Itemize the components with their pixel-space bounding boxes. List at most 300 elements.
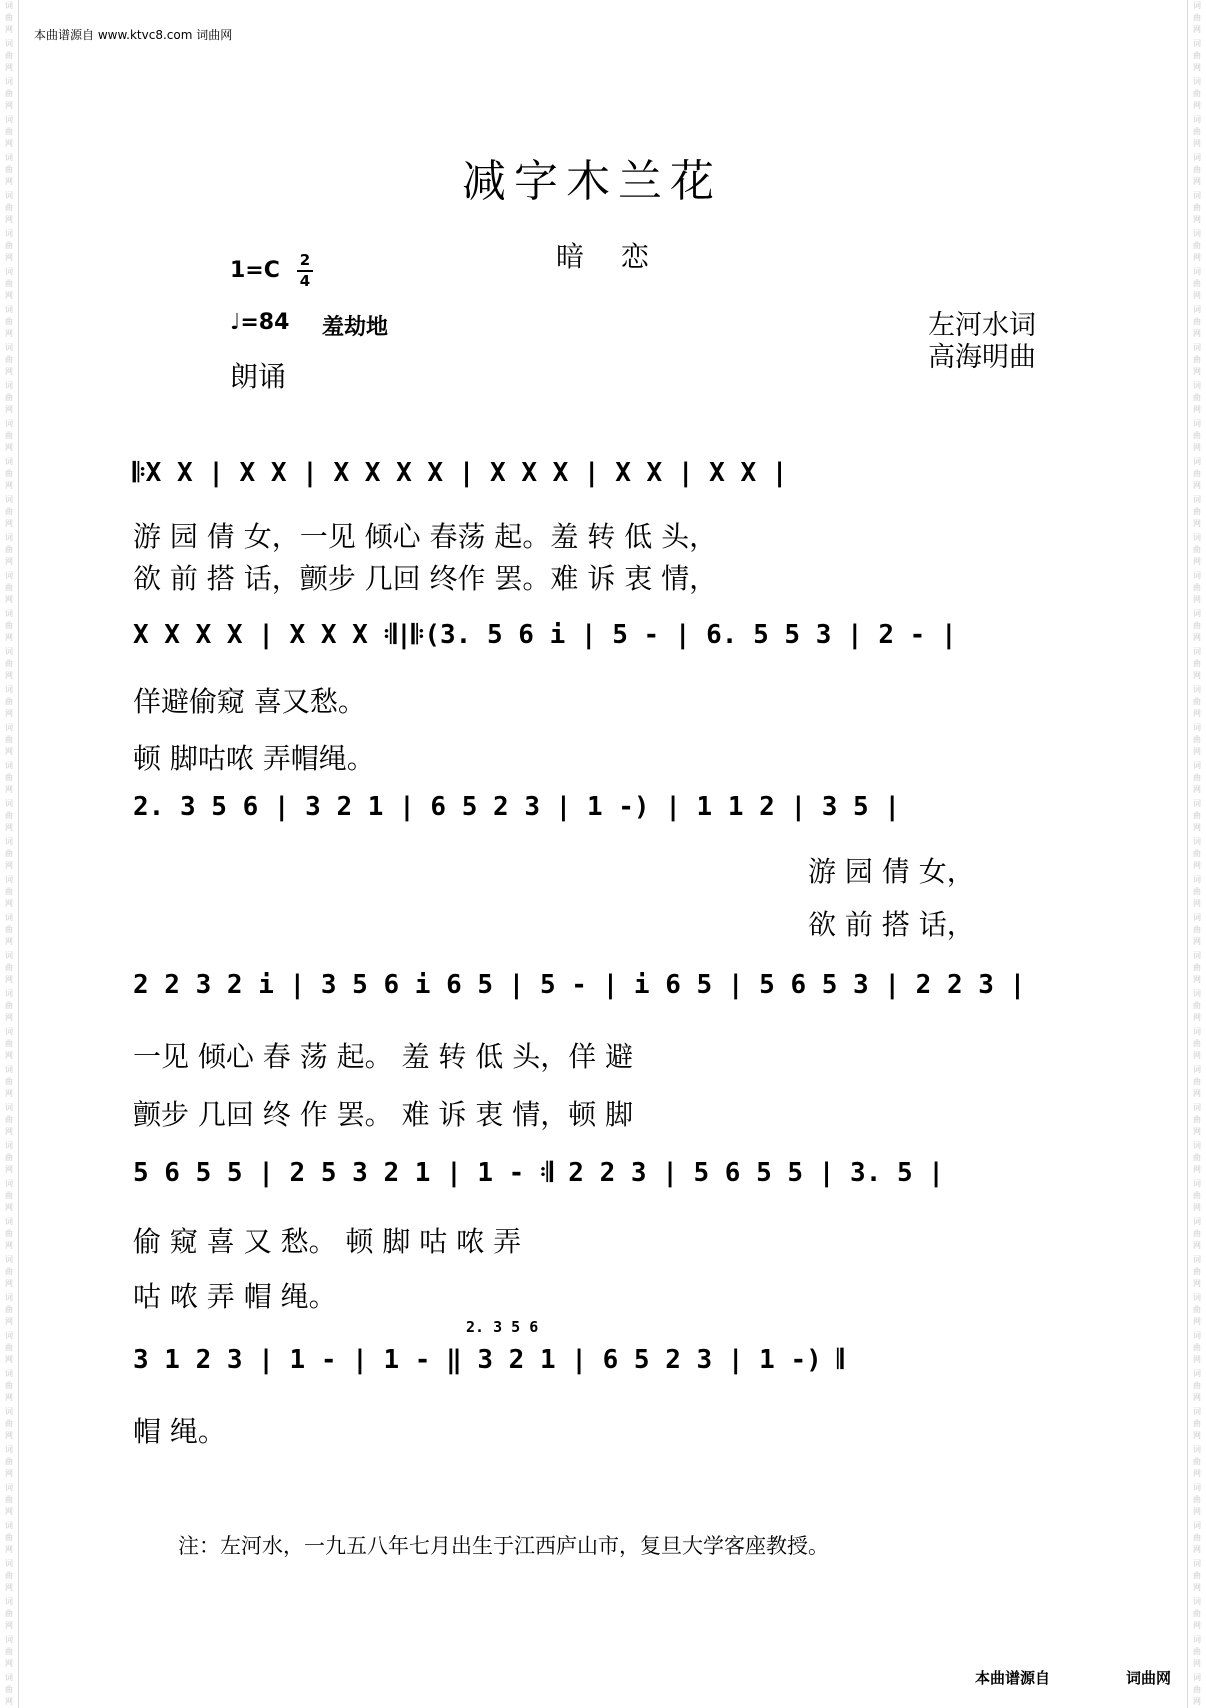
watermark-glyph: 网: [1193, 1241, 1201, 1250]
watermark-glyph: 词: [1193, 1635, 1201, 1644]
watermark-glyph-group: [1190, 1064, 1204, 1100]
watermark-glyph: 词: [1193, 419, 1201, 428]
watermark-glyph: 网: [5, 25, 13, 34]
watermark-glyph: 网: [5, 1241, 13, 1250]
watermark-glyph: 网: [5, 1203, 13, 1212]
spoken-intro-label: 朗诵: [230, 360, 287, 393]
watermark-glyph: 曲: [1193, 203, 1201, 212]
watermark-glyph: 曲: [1193, 583, 1201, 592]
watermark-glyph: 曲: [1193, 963, 1201, 972]
watermark-glyph: 曲: [1193, 51, 1201, 60]
watermark-glyph-group: [2, 114, 16, 150]
song-subtitle: 暗 恋: [556, 240, 649, 273]
watermark-glyph: 词: [5, 39, 13, 48]
watermark-glyph: 词: [1193, 609, 1201, 618]
watermark-glyph-group: [2, 1064, 16, 1100]
watermark-glyph-group: [2, 1178, 16, 1214]
watermark-glyph: 词: [1193, 685, 1201, 694]
watermark-glyph: 词: [5, 1407, 13, 1416]
watermark-glyph: 词: [1193, 1179, 1201, 1188]
watermark-glyph-group: [2, 304, 16, 340]
watermark-glyph: 词: [1193, 457, 1201, 466]
volta-bracket-label: 2. 3 5 6: [466, 1318, 539, 1336]
expression-marking: 羞劫地: [322, 315, 389, 340]
watermark-glyph-group: [2, 1292, 16, 1328]
watermark-glyph: 曲: [5, 1267, 13, 1276]
watermark-glyph: 曲: [1193, 1685, 1201, 1694]
watermark-glyph: 曲: [5, 773, 13, 782]
watermark-glyph: 词: [5, 1445, 13, 1454]
watermark-glyph: 网: [5, 1355, 13, 1364]
watermark-glyph: 曲: [1193, 1343, 1201, 1352]
watermark-glyph: 网: [1193, 253, 1201, 262]
watermark-glyph-group: [2, 1596, 16, 1632]
watermark-glyph-group: [1190, 532, 1204, 568]
watermark-glyph: 网: [1193, 1659, 1201, 1668]
watermark-glyph: 词: [1193, 1407, 1201, 1416]
watermark-glyph: 曲: [5, 51, 13, 60]
watermark-glyph: 网: [5, 1469, 13, 1478]
watermark-glyph: 曲: [1193, 1381, 1201, 1390]
watermark-glyph: 曲: [1193, 697, 1201, 706]
watermark-glyph: 词: [1193, 1065, 1201, 1074]
watermark-glyph-group: [1190, 0, 1204, 36]
watermark-glyph: 词: [1193, 1483, 1201, 1492]
watermark-glyph: 网: [1193, 557, 1201, 566]
key-signature: 1=C: [230, 258, 280, 283]
watermark-glyph: 词: [1193, 39, 1201, 48]
music-line-6: 3 1 2 3 | 1 - | 1 - ‖ 3 2 1 | 6 5 2 3 | 1 -) 𝄂: [133, 1345, 844, 1375]
watermark-glyph: 网: [1193, 785, 1201, 794]
watermark-glyph-group: [1190, 1444, 1204, 1480]
watermark-glyph: 网: [5, 291, 13, 300]
lyric-line-3a: 游 园 倩 女，: [808, 855, 975, 888]
lyric-line-5b: 咕 哝 弄 帽 绳。: [133, 1280, 337, 1313]
watermark-glyph: 曲: [5, 1039, 13, 1048]
footer-source-label: 本曲谱源自: [975, 1669, 1051, 1687]
watermark-glyph-group: [2, 418, 16, 454]
watermark-glyph: 曲: [1193, 925, 1201, 934]
watermark-glyph: 网: [5, 1507, 13, 1516]
watermark-glyph: 词: [1193, 381, 1201, 390]
music-line-4: 2 2 3 2 i | 3 5 6 i 6 5 | 5 - | i 6 5 | 5 6 5 3 | 2 2 3 |: [133, 970, 1026, 1000]
watermark-glyph: 网: [5, 1621, 13, 1630]
watermark-glyph-group: [2, 646, 16, 682]
watermark-glyph-group: [1190, 228, 1204, 264]
watermark-glyph: 词: [5, 951, 13, 960]
watermark-glyph: 词: [5, 267, 13, 276]
watermark-glyph: 词: [1193, 191, 1201, 200]
watermark-glyph: 网: [5, 633, 13, 642]
watermark-glyph-group: [2, 1520, 16, 1556]
watermark-glyph: 词: [1193, 1559, 1201, 1568]
watermark-glyph: 词: [1193, 1445, 1201, 1454]
watermark-glyph-group: [1190, 1634, 1204, 1670]
watermark-glyph-group: [2, 684, 16, 720]
watermark-glyph: 网: [5, 1659, 13, 1668]
composer-credit: 高海明曲: [928, 342, 1036, 373]
watermark-glyph: 曲: [1193, 317, 1201, 326]
watermark-glyph-group: [2, 38, 16, 74]
watermark-glyph: 网: [5, 519, 13, 528]
watermark-glyph: 网: [5, 215, 13, 224]
time-signature-bottom: 4: [299, 272, 311, 290]
watermark-glyph-group: [1190, 418, 1204, 454]
watermark-glyph: 曲: [5, 1229, 13, 1238]
watermark-glyph: 网: [1193, 63, 1201, 72]
watermark-glyph: 曲: [1193, 887, 1201, 896]
watermark-glyph: 曲: [1193, 393, 1201, 402]
watermark-glyph: 曲: [1193, 545, 1201, 554]
watermark-glyph: 网: [5, 937, 13, 946]
watermark-glyph: 网: [5, 177, 13, 186]
watermark-glyph: 曲: [5, 1077, 13, 1086]
watermark-glyph: 网: [5, 1127, 13, 1136]
watermark-glyph: 曲: [5, 203, 13, 212]
watermark-glyph: 词: [5, 1559, 13, 1568]
watermark-glyph: 词: [5, 1369, 13, 1378]
lyric-line-6: 帽 绳。: [133, 1415, 226, 1448]
watermark-glyph-group: [2, 190, 16, 226]
watermark-glyph: 词: [5, 191, 13, 200]
time-signature-top: 2: [299, 251, 311, 269]
watermark-glyph-group: [1190, 114, 1204, 150]
watermark-glyph: 词: [1193, 761, 1201, 770]
watermark-glyph: 词: [1193, 153, 1201, 162]
watermark-glyph: 网: [1193, 177, 1201, 186]
watermark-glyph: 词: [5, 571, 13, 580]
watermark-glyph: 词: [1193, 913, 1201, 922]
watermark-glyph-group: [2, 456, 16, 492]
music-line-3: 2. 3 5 6 | 3 2 1 | 6 5 2 3 | 1 -) | 1 1 2 | 3 5 |: [133, 792, 901, 822]
watermark-glyph: 网: [1193, 595, 1201, 604]
watermark-glyph: 词: [1193, 799, 1201, 808]
watermark-glyph: 网: [5, 557, 13, 566]
watermark-glyph-group: [2, 1254, 16, 1290]
watermark-glyph: 曲: [1193, 735, 1201, 744]
source-line: 本曲谱源自 www.ktvc8.com 词曲网: [34, 28, 233, 42]
lyric-line-1a: 游 园 倩 女，一见 倾心 春荡 起。羞 转 低 头，: [133, 520, 718, 553]
watermark-glyph-group: [1190, 38, 1204, 74]
watermark-glyph: 词: [5, 685, 13, 694]
watermark-glyph: 曲: [5, 127, 13, 136]
watermark-glyph: 词: [1193, 77, 1201, 86]
watermark-glyph-group: [1190, 1558, 1204, 1594]
watermark-glyph-group: [2, 152, 16, 188]
watermark-glyph: 曲: [1193, 1419, 1201, 1428]
watermark-glyph: 词: [5, 229, 13, 238]
watermark-glyph: 曲: [1193, 13, 1201, 22]
watermark-glyph-group: [1190, 798, 1204, 834]
watermark-glyph: 曲: [1193, 1001, 1201, 1010]
watermark-glyph: 词: [5, 647, 13, 656]
watermark-glyph: 网: [1193, 139, 1201, 148]
watermark-glyph: 词: [1193, 837, 1201, 846]
watermark-glyph: 曲: [1193, 1077, 1201, 1086]
watermark-glyph: 曲: [1193, 849, 1201, 858]
watermark-glyph: 网: [5, 671, 13, 680]
watermark-glyph: 曲: [5, 925, 13, 934]
watermark-glyph: 网: [5, 861, 13, 870]
watermark-glyph: 网: [1193, 481, 1201, 490]
watermark-glyph-group: [1190, 1026, 1204, 1062]
watermark-glyph-group: [2, 1140, 16, 1176]
watermark-glyph-group: [1190, 380, 1204, 416]
watermark-glyph: 曲: [1193, 1609, 1201, 1618]
watermark-glyph-group: [2, 380, 16, 416]
watermark-glyph: 曲: [1193, 1571, 1201, 1580]
watermark-glyph: 词: [5, 1293, 13, 1302]
watermark-glyph: 网: [1193, 405, 1201, 414]
watermark-glyph: 曲: [5, 1457, 13, 1466]
watermark-glyph: 网: [1193, 291, 1201, 300]
watermark-glyph: 词: [5, 1483, 13, 1492]
watermark-glyph: 曲: [1193, 621, 1201, 630]
watermark-glyph: 曲: [5, 1571, 13, 1580]
watermark-glyph: 词: [5, 1141, 13, 1150]
watermark-glyph: 词: [1193, 1217, 1201, 1226]
watermark-glyph: 曲: [5, 241, 13, 250]
watermark-glyph: 曲: [5, 507, 13, 516]
watermark-glyph-group: [1190, 1520, 1204, 1556]
watermark-glyph: 词: [1193, 989, 1201, 998]
watermark-glyph: 曲: [1193, 1647, 1201, 1656]
watermark-glyph-group: [1190, 152, 1204, 188]
watermark-glyph: 曲: [5, 659, 13, 668]
watermark-glyph: 词: [1193, 647, 1201, 656]
watermark-glyph: 曲: [5, 355, 13, 364]
watermark-glyph: 网: [5, 1393, 13, 1402]
watermark-glyph: 曲: [5, 811, 13, 820]
watermark-glyph: 词: [5, 1179, 13, 1188]
watermark-glyph: 曲: [5, 1191, 13, 1200]
watermark-glyph: 曲: [1193, 89, 1201, 98]
watermark-glyph-group: [2, 266, 16, 302]
watermark-glyph: 词: [5, 1597, 13, 1606]
watermark-glyph: 网: [1193, 1279, 1201, 1288]
tempo-marking: ♩=84: [230, 310, 290, 335]
watermark-glyph: 曲: [1193, 241, 1201, 250]
watermark-glyph-group: [2, 608, 16, 644]
watermark-glyph: 曲: [5, 89, 13, 98]
watermark-glyph: 词: [1193, 305, 1201, 314]
watermark-glyph: 网: [5, 481, 13, 490]
watermark-glyph: 网: [5, 1089, 13, 1098]
watermark-glyph: 曲: [5, 583, 13, 592]
watermark-glyph: 词: [1193, 1255, 1201, 1264]
watermark-glyph: 网: [1193, 1621, 1201, 1630]
watermark-glyph: 网: [5, 101, 13, 110]
watermark-glyph: 网: [1193, 823, 1201, 832]
watermark-glyph: 网: [5, 747, 13, 756]
watermark-glyph: 词: [1193, 1597, 1201, 1606]
watermark-glyph-group: [1190, 1672, 1204, 1708]
watermark-glyph: 词: [5, 1103, 13, 1112]
watermark-glyph: 词: [1193, 951, 1201, 960]
watermark-glyph-group: [1190, 570, 1204, 606]
watermark-glyph: 曲: [5, 621, 13, 630]
watermark-glyph-group: [1190, 190, 1204, 226]
watermark-glyph: 网: [5, 63, 13, 72]
watermark-glyph: 网: [1193, 1545, 1201, 1554]
watermark-glyph: 曲: [5, 279, 13, 288]
watermark-glyph: 网: [5, 1697, 13, 1706]
watermark-glyph: 词: [5, 1217, 13, 1226]
watermark-glyph: 网: [5, 1545, 13, 1554]
watermark-glyph: 词: [5, 609, 13, 618]
watermark-glyph: 曲: [1193, 1153, 1201, 1162]
watermark-glyph-group: [2, 874, 16, 910]
watermark-glyph-group: [2, 0, 16, 36]
watermark-glyph: 词: [5, 457, 13, 466]
watermark-glyph-group: [1190, 950, 1204, 986]
credits: [928, 310, 1036, 374]
watermark-glyph-group: [2, 760, 16, 796]
watermark-glyph: 网: [1193, 367, 1201, 376]
watermark-glyph: 曲: [5, 887, 13, 896]
watermark-glyph: 曲: [5, 13, 13, 22]
watermark-glyph: 词: [5, 1255, 13, 1264]
watermark-glyph: 网: [5, 1431, 13, 1440]
watermark-glyph: 网: [5, 443, 13, 452]
watermark-glyph-group: [2, 1444, 16, 1480]
watermark-glyph: 词: [5, 495, 13, 504]
watermark-glyph: 网: [5, 367, 13, 376]
watermark-glyph: 词: [1193, 1521, 1201, 1530]
watermark-glyph: 网: [1193, 1203, 1201, 1212]
watermark-glyph: 曲: [1193, 1457, 1201, 1466]
watermark-glyph-group: [2, 1672, 16, 1708]
watermark-glyph: 词: [5, 77, 13, 86]
watermark-glyph: 曲: [5, 735, 13, 744]
watermark-glyph: 词: [5, 343, 13, 352]
music-line-2: X X X X | X X X 𝄇|𝄆(3. 5 6 i | 5 - | 6. 5 5 3 | 2 - |: [133, 620, 957, 650]
right-watermark-strip: [1190, 0, 1204, 1708]
watermark-glyph-group: [1190, 1406, 1204, 1442]
watermark-glyph: 词: [1193, 115, 1201, 124]
watermark-glyph-group: [1190, 1482, 1204, 1518]
watermark-glyph: 网: [5, 1051, 13, 1060]
watermark-glyph: 曲: [5, 697, 13, 706]
watermark-glyph: 词: [1193, 533, 1201, 542]
watermark-glyph: 曲: [1193, 1115, 1201, 1124]
watermark-glyph: 网: [5, 1165, 13, 1174]
watermark-glyph-group: [2, 494, 16, 530]
watermark-glyph: 曲: [1193, 507, 1201, 516]
watermark-glyph: 曲: [1193, 1533, 1201, 1542]
watermark-glyph: 词: [1193, 1027, 1201, 1036]
watermark-glyph: 词: [1193, 1103, 1201, 1112]
lyric-line-5a: 偷 窥 喜 又 愁。 顿 脚 咕 哝 弄: [133, 1225, 522, 1258]
watermark-glyph: 网: [1193, 937, 1201, 946]
watermark-glyph: 网: [1193, 519, 1201, 528]
watermark-glyph: 词: [1193, 343, 1201, 352]
watermark-glyph: 词: [1193, 1141, 1201, 1150]
watermark-glyph: 词: [5, 305, 13, 314]
watermark-glyph-group: [1190, 1368, 1204, 1404]
watermark-glyph-group: [1190, 456, 1204, 492]
watermark-glyph: 词: [5, 913, 13, 922]
watermark-glyph-group: [1190, 266, 1204, 302]
watermark-glyph-group: [1190, 1140, 1204, 1176]
watermark-glyph: 网: [5, 1013, 13, 1022]
watermark-glyph: 曲: [1193, 1229, 1201, 1238]
watermark-glyph: 网: [1193, 633, 1201, 642]
watermark-glyph: 词: [5, 1673, 13, 1682]
watermark-glyph-group: [2, 1482, 16, 1518]
footer-site-name: 词曲网: [1126, 1669, 1172, 1687]
watermark-glyph: 网: [1193, 1317, 1201, 1326]
left-margin-line: [18, 0, 19, 1708]
watermark-glyph: 网: [1193, 101, 1201, 110]
watermark-glyph: 网: [1193, 1393, 1201, 1402]
watermark-glyph: 网: [5, 405, 13, 414]
watermark-glyph: 网: [5, 709, 13, 718]
watermark-glyph: 曲: [1193, 469, 1201, 478]
watermark-glyph: 曲: [5, 1609, 13, 1618]
watermark-glyph-group: [1190, 1330, 1204, 1366]
watermark-glyph-group: [2, 228, 16, 264]
watermark-glyph: 网: [1193, 1469, 1201, 1478]
watermark-glyph: 网: [1193, 709, 1201, 718]
watermark-glyph-group: [2, 912, 16, 948]
watermark-glyph: 曲: [5, 1419, 13, 1428]
watermark-glyph-group: [1190, 1254, 1204, 1290]
watermark-glyph: 曲: [5, 1115, 13, 1124]
watermark-glyph: 曲: [1193, 431, 1201, 440]
watermark-glyph: 词: [1193, 229, 1201, 238]
music-line-1: 𝄆X X | X X | X X X X | X X X | X X | X X |: [133, 458, 788, 488]
watermark-glyph: 曲: [5, 1153, 13, 1162]
watermark-glyph: 曲: [5, 1533, 13, 1542]
watermark-glyph-group: [1190, 684, 1204, 720]
watermark-glyph-group: [2, 570, 16, 606]
watermark-glyph: 网: [5, 1279, 13, 1288]
left-watermark-strip: [2, 0, 16, 1708]
watermark-glyph-group: [2, 1102, 16, 1138]
watermark-glyph: 曲: [5, 469, 13, 478]
watermark-glyph: 网: [1193, 1013, 1201, 1022]
watermark-glyph: 曲: [5, 849, 13, 858]
watermark-glyph: 曲: [1193, 1267, 1201, 1276]
watermark-glyph: 网: [1193, 1051, 1201, 1060]
watermark-glyph: 曲: [1193, 165, 1201, 174]
watermark-glyph: 词: [1193, 1331, 1201, 1340]
watermark-glyph: 曲: [1193, 279, 1201, 288]
watermark-glyph: 词: [5, 1331, 13, 1340]
watermark-glyph: 词: [5, 1, 13, 10]
lyricist-credit: 左河水词: [928, 310, 1036, 341]
watermark-glyph: 曲: [1193, 1495, 1201, 1504]
watermark-glyph-group: [2, 1216, 16, 1252]
watermark-glyph-group: [2, 798, 16, 834]
watermark-glyph-group: [1190, 836, 1204, 872]
watermark-glyph: 网: [1193, 1431, 1201, 1440]
watermark-glyph-group: [1190, 646, 1204, 682]
watermark-glyph: 词: [1193, 571, 1201, 580]
watermark-glyph: 网: [5, 785, 13, 794]
watermark-glyph: 词: [5, 1635, 13, 1644]
watermark-glyph: 曲: [5, 1495, 13, 1504]
watermark-glyph: 网: [5, 329, 13, 338]
watermark-glyph: 曲: [5, 1305, 13, 1314]
watermark-glyph-group: [1190, 988, 1204, 1024]
watermark-glyph: 词: [5, 115, 13, 124]
watermark-glyph: 曲: [5, 1381, 13, 1390]
watermark-glyph: 词: [5, 837, 13, 846]
right-margin-line: [1187, 0, 1188, 1708]
watermark-glyph: 网: [1193, 671, 1201, 680]
